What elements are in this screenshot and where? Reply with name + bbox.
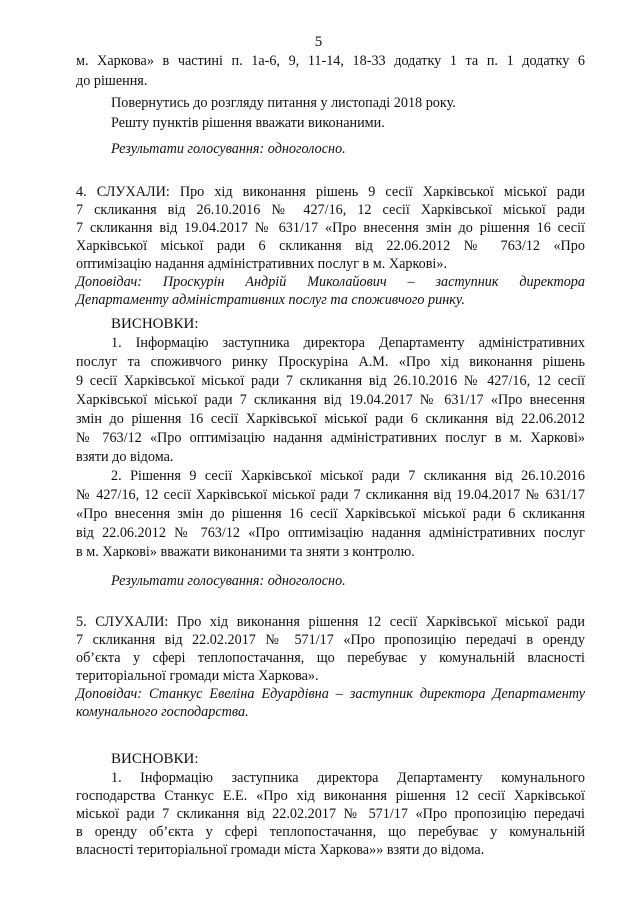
text-line: Харківської міської ради 7 скликання від 19.04.2017 № 631/17 «Про внесення (76, 392, 585, 408)
text-line: 9 сесії Харківської міської ради 7 скликання від 26.10.2016 № 427/16, 12 сесії (76, 373, 585, 389)
text-line: Решту пунктів рішення вважати виконаними. (111, 115, 385, 131)
text-line: змін до рішення 16 сесії Харківської міської ради 6 скликання від 22.06.2012 (76, 411, 585, 427)
text-line: 2. Рішення 9 сесії Харківської міської ради 7 скликання від 26.10.2016 (111, 468, 585, 484)
page-number: 5 (314, 34, 323, 50)
text-line: територіальної громади міста Харкова». (76, 668, 319, 684)
text-line: ВИСНОВКИ: (111, 751, 199, 767)
text-line: «Про внесення змін до рішення 16 сесії Харківської міської ради 6 скликання (76, 506, 585, 522)
text-line: міської ради 7 скликання від 22.02.2017 № 571/17 «Про пропозицію передачі (76, 806, 585, 822)
text-line: Повернутись до розгляду питання у листопаді 2018 року. (111, 95, 456, 111)
text-line: об’єкта у сфері теплопостачання, що перебуває у комунальній власності (76, 650, 585, 666)
text-line: 7 скликання від 19.04.2017 № 631/17 «Про внесення змін до рішення 16 сесії (76, 220, 585, 236)
text-line: 1. Інформацію заступника директора Департаменту адміністративних (111, 335, 585, 351)
text-line: від 22.06.2012 № 763/12 «Про оптимізацію надання адміністративних послуг (76, 525, 585, 541)
text-line: Доповідач: Проскурін Андрій Миколайович – заступник директора (76, 274, 585, 290)
text-line: господарства Станкус Е.Е. «Про хід виконання рішення 12 сесії Харківської (76, 788, 585, 804)
text-line: Департаменту адміністративних послуг та споживчого ринку. (76, 292, 465, 308)
text-line: 7 скликання від 22.02.2017 № 571/17 «Про пропозицію передачі в оренду (76, 632, 585, 648)
text-line: 4. СЛУХАЛИ: Про хід виконання рішень 9 сесії Харківської міської ради (76, 184, 585, 200)
text-line: Харківської міської ради 6 скликання від 22.06.2012 № 763/12 «Про (76, 238, 585, 254)
text-line: власності територіальної громади міста Харкова»» взяти до відома. (76, 842, 485, 858)
text-line: ВИСНОВКИ: (111, 316, 199, 332)
text-line: Результати голосування: одноголосно. (111, 141, 346, 157)
text-line: 5. СЛУХАЛИ: Про хід виконання рішення 12 сесії Харківської міської ради (76, 614, 585, 630)
text-line: Результати голосування: одноголосно. (111, 573, 346, 589)
text-line: до рішення. (76, 73, 148, 89)
text-line: № 427/16, 12 сесії Харківської міської ради 7 скликання від 19.04.2017 № 631/17 (76, 487, 585, 503)
text-line: в оренду об’єкта у сфері теплопостачання, що перебуває у комунальній (76, 824, 585, 840)
text-line: Доповідач: Станкус Евеліна Едуардівна – заступник директора Департаменту (76, 686, 585, 702)
text-line: м. Харкова» в частині п. 1а-6, 9, 11-14, 18-33 додатку 1 та п. 1 додатку 6 (76, 53, 585, 69)
text-line: 1. Інформацію заступника директора Департаменту комунального (111, 770, 585, 786)
text-line: 7 скликання від 26.10.2016 № 427/16, 12 сесії Харківської міської ради (76, 202, 585, 218)
text-line: комунального господарства. (76, 704, 249, 720)
text-line: оптимізацію надання адміністративних послуг в м. Харкові». (76, 256, 448, 272)
text-line: в м. Харкові» вважати виконаними та зняти з контролю. (76, 544, 415, 560)
text-line: № 763/12 «Про оптимізацію надання адміністративних послуг в м. Харкові» (76, 430, 585, 446)
text-line: послуг та споживчого ринку Проскуріна А.М. «Про хід виконання рішень (76, 354, 585, 370)
text-line: взяти до відома. (76, 449, 174, 465)
